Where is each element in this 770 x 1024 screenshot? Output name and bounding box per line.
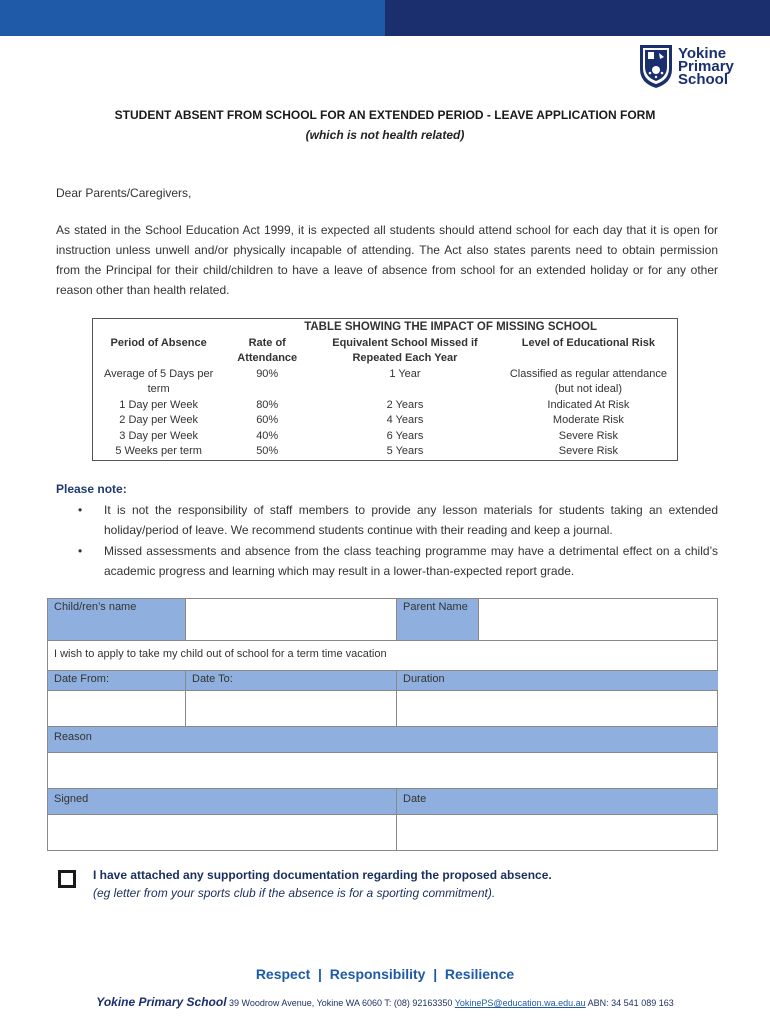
date-from-label: Date From: xyxy=(48,671,186,691)
table-cell: Moderate Risk xyxy=(552,414,624,426)
footer-email-link[interactable]: YokinePS@education.wa.edu.au xyxy=(454,998,586,1008)
page-subtitle xyxy=(0,128,770,142)
table-row xyxy=(93,413,678,429)
date-field[interactable] xyxy=(397,815,718,851)
children-name-field[interactable] xyxy=(186,599,397,641)
table-cell: 60% xyxy=(256,414,279,426)
signed-label: Signed xyxy=(48,789,397,815)
table-cell: 6 Years xyxy=(386,429,424,442)
header-risk: Level of Educational Risk xyxy=(521,336,656,349)
table-cell: Average of 5 Days per term xyxy=(104,367,214,395)
notes-title: Please note: xyxy=(56,482,127,496)
date-to-field[interactable] xyxy=(186,691,397,727)
school-crest-icon xyxy=(638,43,674,89)
notes-list xyxy=(78,500,718,582)
header-bar-right xyxy=(385,0,770,36)
table-caption: TABLE SHOWING THE IMPACT OF MISSING SCHOOL xyxy=(304,321,598,333)
impact-table xyxy=(92,318,678,461)
subtitle-italic-text: which is not health related xyxy=(309,128,461,142)
header-bar-left xyxy=(0,0,385,36)
table-row xyxy=(93,429,678,445)
table-cell: Classified as regular attendance (but not ideal) xyxy=(509,367,667,395)
table-cell: 5 Years xyxy=(386,445,424,457)
attachment-statement: I have attached any supporting documentation regarding the proposed absence. xyxy=(93,868,552,882)
table-cell: Severe Risk xyxy=(558,445,619,457)
parent-name-field[interactable] xyxy=(479,599,718,641)
table-row xyxy=(93,367,678,398)
table-row xyxy=(93,398,678,414)
table-cell: 4 Years xyxy=(386,414,424,426)
school-logo xyxy=(638,42,750,90)
duration-label: Duration xyxy=(397,671,718,691)
table-cell: 40% xyxy=(256,429,279,442)
table-cell: 80% xyxy=(256,398,279,411)
attachment-example: (eg letter from your sports club if the absence is for a sporting commitment). xyxy=(93,886,496,900)
header-equivalent: Equivalent School Missed if Repeated Each Year xyxy=(332,336,478,364)
logo-line-1: Yokine xyxy=(678,44,727,62)
table-row xyxy=(93,444,678,460)
table-cell: 3 Day per Week xyxy=(119,429,198,442)
table-header-row xyxy=(93,336,678,367)
letter-greeting: Dear Parents/Caregivers, xyxy=(56,186,192,200)
header-period: Period of Absence xyxy=(110,336,207,349)
subtitle-open-paren: ( xyxy=(305,128,310,142)
footer-school-name: Yokine Primary School xyxy=(96,995,227,1009)
table-cell: 1 Year xyxy=(389,367,421,380)
reason-label: Reason xyxy=(48,727,718,753)
duration-field[interactable] xyxy=(397,691,718,727)
table-cell: 2 Day per Week xyxy=(119,414,198,426)
apply-statement: I wish to apply to take my child out of school for a term time vacation xyxy=(48,641,718,671)
reason-field[interactable] xyxy=(48,753,718,789)
signature-field[interactable] xyxy=(48,815,397,851)
note-item: • It is not the responsibility of staff members to provide any lesson materials for students taking an extended holiday/period of leave. We recommend students continue with their reading and keep a journal. xyxy=(78,500,718,540)
table-cell: Indicated At Risk xyxy=(547,398,630,411)
logo-line-2: Primary xyxy=(678,57,734,75)
school-values: Respect | Responsibility | Resilience xyxy=(255,966,515,982)
table-cell: 2 Years xyxy=(386,398,424,411)
note-item: • Missed assessments and absence from the class teaching programme may have a detrimental effect on a child’s academic progress and learning which may result in a lower-than-expected report grade. xyxy=(78,541,718,581)
footer-address: 39 Woodrow Avenue, Yokine WA 6060 T: (08) 92163350 xyxy=(229,998,453,1008)
page-title: STUDENT ABSENT FROM SCHOOL FOR AN EXTENDED PERIOD - LEAVE APPLICATION FORM xyxy=(114,108,656,122)
table-cell: 5 Weeks per term xyxy=(115,445,202,457)
subtitle-close-paren: ) xyxy=(460,128,465,142)
leave-application-form xyxy=(47,598,718,851)
date-to-label: Date To: xyxy=(186,671,397,691)
parent-name-label: Parent Name xyxy=(397,599,479,641)
table-cell: Severe Risk xyxy=(558,429,619,442)
letter-intro: As stated in the School Education Act 1999, it is expected all students should attend school for each day that it is open for instruction unless unwell and/or physically incapable of attending. The Act also states parents need to obtain permission from the Principal for their child/children to have a leave of absence from school for an extended holiday or for any other reason other than health related. xyxy=(56,223,718,297)
attachment-checkbox[interactable] xyxy=(58,870,76,888)
children-name-label: Child/ren’s name xyxy=(48,599,186,641)
logo-line-3: School xyxy=(678,70,729,88)
date-label: Date xyxy=(397,789,718,815)
footer-abn: ABN: 34 541 089 163 xyxy=(587,998,674,1008)
table-cell: 90% xyxy=(256,367,279,380)
table-blank-corner xyxy=(93,319,225,336)
date-from-field[interactable] xyxy=(48,691,186,727)
table-cell: 1 Day per Week xyxy=(119,398,198,411)
header-rate: Rate of Attendance xyxy=(237,336,298,364)
table-cell: 50% xyxy=(256,445,279,457)
footer xyxy=(0,995,770,1009)
